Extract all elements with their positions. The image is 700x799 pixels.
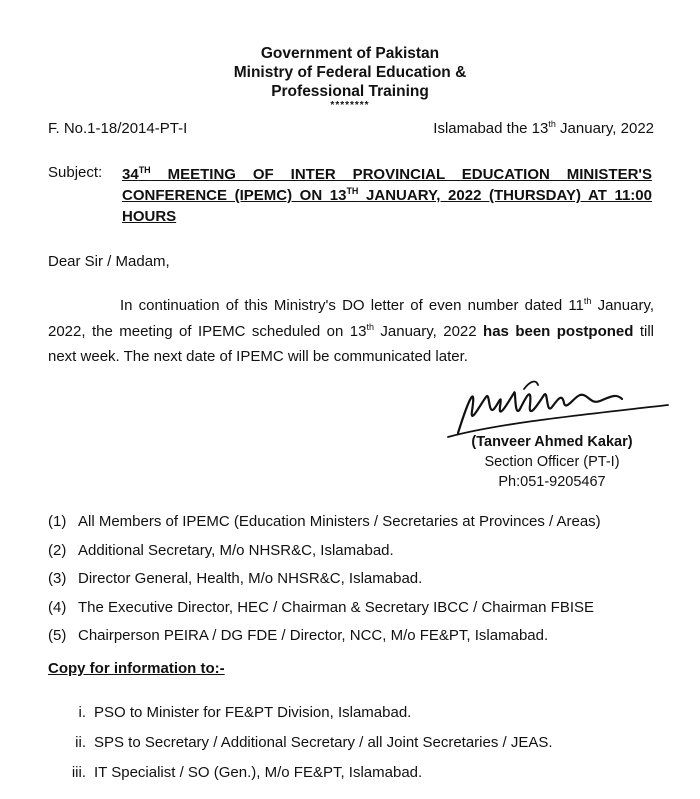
body-text-3: January, 2022 (373, 322, 484, 340)
list-item (48, 513, 668, 542)
signature-block (452, 432, 652, 492)
list-item-text: SPS to Secretary / Additional Secretary / all Joint Secretaries / JEAS. (94, 734, 553, 751)
list-item-number: (3) (48, 570, 67, 587)
list-item-text: The Executive Director, HEC / Chairman & Secretary IBCC / Chairman FBISE (78, 598, 594, 616)
signatory-title: Section Officer (PT-I) (484, 454, 620, 470)
salutation: Dear Sir / Madam, (48, 253, 170, 270)
subject-part-1: 34 (122, 166, 139, 183)
subject-part-3: JANUARY, 2022 (THURSDAY) AT 11:00 HOURS (122, 187, 652, 225)
subject-part-2: MEETING OF INTER PROVINCIAL EDUCATION MINISTER'S CONFERENCE (IPEMC) ON 13 (122, 166, 652, 204)
list-item-text: All Members of IPEMC (Education Ministers / Secretaries at Provinces / Areas) (78, 513, 601, 530)
list-item-number: (4) (48, 598, 67, 616)
date-suffix: January, 2022 (555, 120, 654, 137)
list-item-number: ii. (75, 734, 86, 751)
list-item (62, 704, 682, 734)
subject-label: Subject: (48, 164, 103, 181)
subject-text (122, 164, 652, 227)
date-prefix: Islamabad the 13 (433, 120, 549, 137)
list-item-number: (2) (48, 541, 67, 559)
file-number: F. No.1-18/2014-PT-I (48, 120, 188, 137)
list-item-text: Additional Secretary, M/o NHSR&C, Islamabad. (78, 541, 394, 559)
list-item-number: iii. (71, 764, 86, 781)
list-item-number: i. (78, 704, 86, 721)
date-line (433, 120, 654, 137)
list-item-number: (5) (48, 627, 67, 644)
copy-list (62, 704, 682, 794)
list-item (48, 627, 668, 656)
list-item (62, 764, 682, 794)
letterhead-line-3: Professional Training (271, 83, 429, 100)
list-item-number: (1) (48, 513, 67, 530)
list-item-text: Chairperson PEIRA / DG FDE / Director, NCC, M/o FE&PT, Islamabad. (78, 627, 549, 644)
letterhead-line-2: Ministry of Federal Education & (233, 64, 467, 81)
body-text-1: In continuation of this Ministry's DO letter of even number dated 11 (120, 297, 584, 314)
list-item (48, 599, 668, 628)
subject-sup-2: TH (346, 186, 359, 196)
signatory-name: (Tanveer Ahmed Kakar) (471, 434, 633, 450)
date-sup: th (548, 119, 556, 129)
list-item (48, 542, 668, 571)
subject-sup-1: TH (138, 165, 151, 175)
body-text-4: till next week. The next date of IPEMC will be communicated later. (48, 322, 654, 365)
body-bold-text: has been postponed (483, 322, 634, 340)
body-text-2: January, 2022, the meeting of IPEMC scheduled on 13 (48, 297, 654, 340)
copy-heading: Copy for information to:- (48, 660, 225, 677)
body-sup-1: th (583, 296, 592, 306)
list-item-text: PSO to Minister for FE&PT Division, Islamabad. (94, 704, 412, 721)
list-item-text: Director General, Health, M/o NHSR&C, Islamabad. (78, 570, 423, 587)
signatory-phone: Ph:051-9205467 (498, 474, 606, 490)
distribution-list (48, 513, 668, 656)
list-item (48, 570, 668, 599)
letterhead-stars: ******** (330, 100, 370, 111)
list-item (62, 734, 682, 764)
letterhead (0, 44, 700, 111)
list-item-text: IT Specialist / SO (Gen.), M/o FE&PT, Islamabad. (94, 764, 423, 781)
body-paragraph (48, 293, 654, 370)
body-sup-2: th (366, 321, 374, 332)
letterhead-line-1: Government of Pakistan (260, 45, 440, 62)
